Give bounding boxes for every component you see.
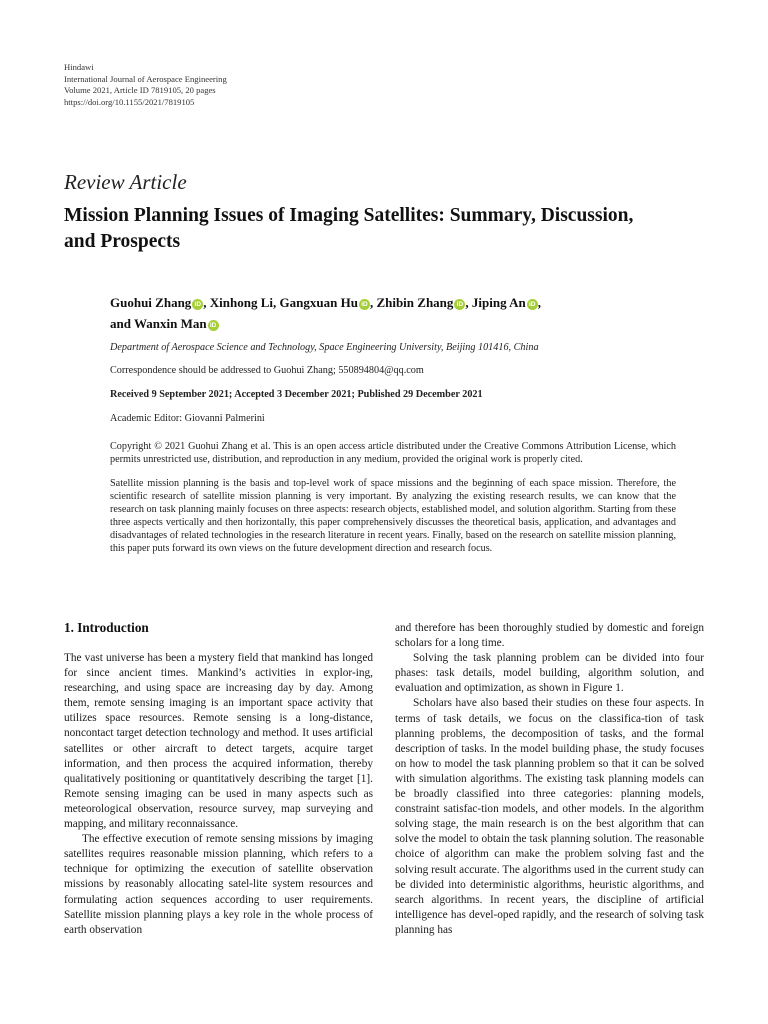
author-item [376,295,471,310]
author-name[interactable]: Zhibin Zhang [376,295,454,310]
correspondence: Correspondence should be addressed to Guohui Zhang; 550894804@qq.com [110,365,424,376]
publisher-name: Hindawi [64,62,94,72]
author-name[interactable]: Jiping An [471,295,526,310]
orcid-icon[interactable]: iD [192,299,203,310]
author-separator: , [203,295,210,310]
body-paragraph: Scholars have also based their studies on these four aspects. In terms of task details, we focus on the classifica-tion of task planning problems, the decomposition of tasks, and the formal description of tasks. In the model building phase, the study focuses on how to model the task planning problem so that it can be solved with simulation algorithms. The existing task planning models can be broadly classified into three categories: planning models, constraint satisfac-tion models, and other models. In the algorithm solving stage, the main research is on the best algorithm that can solve the model to obtain the task planning solution. The reasonable choice of algorithm can make the problem solving fast and the solving result accurate. The algorithms used in the current study can be divided into deterministic algorithms, heuristic algorithms, and search algorithms. In recent years, the discipline of artificial intelligence has devel-oped rapidly, and the research of solving task planning has [395,697,704,936]
section-heading: 1. Introduction [64,620,149,635]
article-title: Mission Planning Issues of Imaging Satellites: Summary, Discussion, and Prospects [64,205,634,252]
author-name[interactable]: and Wanxin Man [110,315,207,331]
body-column-right [395,621,704,938]
abstract: Satellite mission planning is the basis and top-level work of space missions and the beginning of each space mission. Therefore, the scientific research of satellite mission planning is very important. By analyzing the existing research results, we can know that the research on task planning mainly focuses on three aspects: research objects, established model, and solution algorithm. Starting from these three aspects vertically and then horizontally, this paper comprehensively discusses the theoretical basis, application, and advantages and disadvantages of related technologies in the research literature in recent years. Finally, based on the research on satellite mission planning, this paper puts forward its own views on the future development direction and research focus. [110,478,676,554]
orcid-icon[interactable]: iD [359,299,370,310]
body-paragraph: and therefore has been thoroughly studied by domestic and foreign scholars for a long time. [395,622,704,650]
author-list [110,293,670,334]
body-paragraph: Solving the task planning problem can be divided into four phases: task details, model building, algorithm solution, and evaluation and optimization, as shown in Figure 1. [395,652,704,695]
volume-info: Volume 2021, Article ID 7819105, 20 pages [64,85,216,96]
author-item [110,295,210,310]
orcid-icon[interactable]: iD [527,299,538,310]
doi-link[interactable]: https://doi.org/10.1155/2021/7819105 [64,96,195,107]
author-name[interactable]: Guohui Zhang [110,295,192,310]
author-name[interactable]: Xinhong Li [209,295,274,310]
author-item [472,295,541,310]
orcid-icon[interactable]: iD [208,320,219,331]
author-separator: , [465,295,472,310]
affiliation: Department of Aerospace Science and Technology, Space Engineering University, Beijing 101416, China [110,342,539,353]
author-separator: , [537,295,541,310]
author-item [280,295,377,310]
author-item [110,316,219,331]
body-paragraph: The effective execution of remote sensing missions by imaging satellites requires reasonable mission planning, which refers to a technique for optimizing the execution of satellite observation missions by reasonably allocating satel-lite system resources and formulating action sequences according to user requirements. Satellite mission planning plays a key role in the whole process of earth observation [64,833,373,936]
article-type: Review Article [64,170,187,194]
article-dates: Received 9 September 2021; Accepted 3 December 2021; Published 29 December 2021 [110,389,483,400]
journal-name: International Journal of Aerospace Engineering [64,73,227,84]
copyright-notice: Copyright © 2021 Guohui Zhang et al. This is an open access article distributed under the Creative Commons Attribution License, which permits unrestricted use, distribution, and reproduction in any medium, provided the original work is properly cited. [110,441,676,465]
author-separator: , [273,295,280,310]
author-name[interactable]: Gangxuan Hu [279,295,358,310]
author-item [210,295,280,310]
author-separator: , [369,295,377,310]
journal-header [64,62,227,108]
body-paragraph: The vast universe has been a mystery field that mankind has longed for since ancient times. Mankind’s activities in explor-ing, researching, and using space are increasing day by day. Among them, remote sensing imaging is an important space activity that utilizes space resources. Remote sensing is a long-distance, noncontact target detection technology and method. It uses artificial satellites or other aircraft to detect targets, acquire target information, and then process the acquired information, thereby qualitatively positioning or quantitatively describing the target [1]. Remote sensing imaging can be used in many aspects such as meteorological observation, resource survey, map surveying and mapping, and military reconnaissance. [64,652,373,831]
body-column-left [64,651,373,938]
academic-editor: Academic Editor: Giovanni Palmerini [110,413,265,424]
orcid-icon[interactable]: iD [454,299,465,310]
